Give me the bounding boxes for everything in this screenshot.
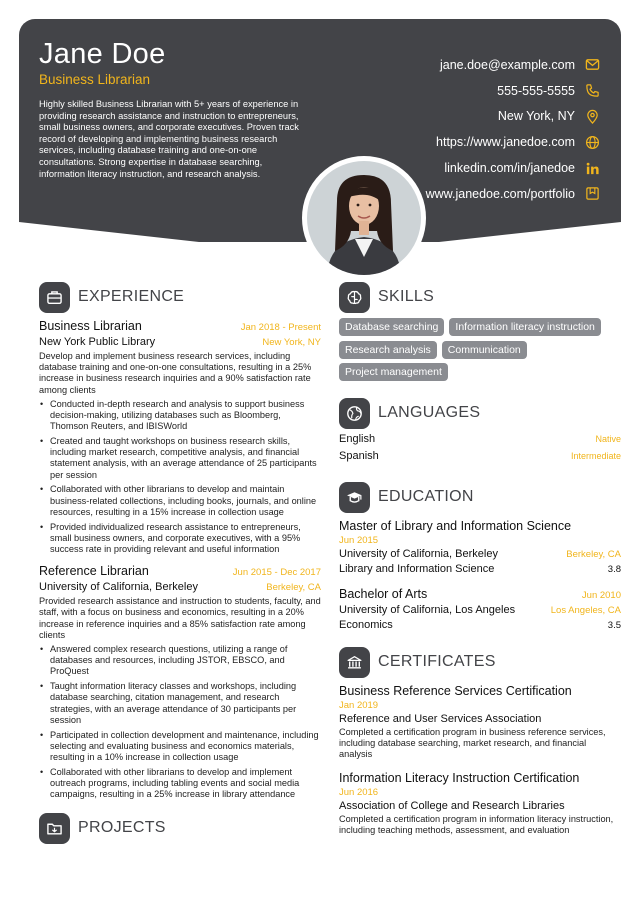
contact-portfolio-text[interactable]: www.janedoe.com/portfolio <box>425 186 575 201</box>
globe-icon <box>339 398 370 429</box>
certificate-entry <box>339 684 621 761</box>
brain-icon <box>339 282 370 313</box>
contact-email[interactable] <box>280 52 600 78</box>
profile-photo <box>302 156 426 280</box>
contact-website[interactable] <box>280 129 600 155</box>
cert-name: Information Literacy Instruction Certification <box>339 770 580 785</box>
edu-degree: Bachelor of Arts <box>339 587 428 601</box>
job-entry <box>39 319 321 555</box>
folder-icon <box>39 813 70 844</box>
cert-date: Jun 2016 <box>339 786 379 798</box>
portfolio-icon <box>585 186 600 201</box>
contact-location-text: New York, NY <box>497 109 575 124</box>
education-title: EDUCATION <box>378 488 474 505</box>
contact-email-text[interactable]: jane.doe@example.com <box>440 57 575 72</box>
cert-date: Jan 2019 <box>339 700 379 711</box>
left-column <box>39 281 321 850</box>
edu-location: Berkeley, CA <box>566 549 621 560</box>
contact-linkedin-text[interactable]: linkedin.com/in/janedoe <box>444 161 575 176</box>
language-name: English <box>339 433 376 445</box>
cert-org: Association of College and Research Libraries <box>339 799 565 812</box>
certificates-title: CERTIFICATES <box>378 653 496 670</box>
job-date: Jun 2015 - Dec 2017 <box>232 567 321 579</box>
edu-location: Los Angeles, CA <box>550 605 621 616</box>
language-level: Native <box>595 434 621 444</box>
list-item <box>339 433 621 450</box>
summary-text: Highly skilled Business Librarian with 5+ years of experience in providing research assistance and instruction to entrepreneurs, small business owners, and corporate executives. Proven track record of developing and implementing business research services, including database training and one-on-one consultations. Strong expertise in database searching, information literacy instruction, and research analysis. <box>39 99 299 179</box>
contact-phone[interactable] <box>280 78 600 104</box>
contact-phone-text[interactable]: 555-555-5555 <box>497 83 575 98</box>
languages-list <box>339 433 621 466</box>
location-pin-icon <box>585 109 600 124</box>
projects-heading <box>39 812 321 844</box>
list-item: • Participated in collection development and maintenance, including selecting and evaluating business and economics materials, resulting in a 10% increase in collection usage <box>39 730 321 764</box>
edu-date: Jun 2015 <box>339 535 379 546</box>
contact-website-text[interactable]: https://www.janedoe.com <box>436 135 575 150</box>
skill-tag: Database searching <box>339 318 444 336</box>
briefcase-icon <box>39 282 70 313</box>
linkedin-icon <box>585 161 600 176</box>
education-entry <box>339 519 621 575</box>
edu-major: Library and Information Science <box>339 563 495 575</box>
list-item <box>339 450 621 467</box>
cert-description: Completed a certification program in business reference services, including database searching, market research, and financial analysis <box>339 727 606 760</box>
skill-tag: Communication <box>442 341 527 359</box>
list-item: • Taught information literacy classes and workshops, including database searching, citation management, and research strategies, with an average attendance of 30 participants per session <box>39 681 321 726</box>
email-icon <box>585 57 600 72</box>
edu-date: Jun 2010 <box>581 590 621 601</box>
languages-heading <box>339 397 621 429</box>
right-column <box>339 281 621 836</box>
language-level: Intermediate <box>570 450 621 461</box>
certificate-entry <box>339 771 621 836</box>
phone-icon <box>585 83 600 98</box>
projects-title: PROJECTS <box>78 819 166 837</box>
institution-icon <box>339 647 370 678</box>
list-item: • Collaborated with other librarians to develop and maintain business-related collections, including books, journals, and online resources, resulting in a 15% increase in collection usage <box>39 484 321 518</box>
job-company: University of California, Berkeley <box>39 581 198 594</box>
education-heading <box>339 481 621 513</box>
language-name: Spanish <box>339 449 379 462</box>
candidate-name: Jane Doe <box>39 38 166 70</box>
job-location: New York, NY <box>262 337 321 348</box>
list-item: • Provided individualized research assistance to entrepreneurs, small business owners, and corporate executives, with a 95% success rate in providing relevant and useful information <box>39 522 321 556</box>
skill-tag: Information literacy instruction <box>449 318 600 336</box>
contact-location <box>280 104 600 130</box>
edu-degree: Master of Library and Information Science <box>339 519 572 533</box>
list-item: • Created and taught workshops on business research skills, including market research, competitive analysis, and financial statement analysis, with an average attendance of 25 participants per session <box>39 436 321 481</box>
job-bullets <box>39 399 321 555</box>
experience-title: EXPERIENCE <box>78 288 185 305</box>
education-entry <box>339 587 621 631</box>
skill-tag: Project management <box>339 363 448 381</box>
experience-heading <box>39 281 321 313</box>
profile-photo-image <box>307 161 421 275</box>
cert-description: Completed a certification program in information literacy instruction, including teaching methods, assessment, and evaluation <box>339 813 614 835</box>
edu-major: Economics <box>339 619 393 631</box>
list-item: • Conducted in-depth research and analysis to support business decision-making, utilizing databases such as Bloomberg, Thomson Reuters, and IBISWorld <box>39 399 321 433</box>
edu-school: University of California, Berkeley <box>339 548 498 560</box>
job-entry <box>39 564 321 800</box>
job-company: New York Public Library <box>39 336 156 348</box>
list-item: • Collaborated with other librarians to develop and implement outreach programs, including tabling events and social media campaigns, resulting in a 25% increase in library attendance <box>39 767 321 801</box>
job-title: Reference Librarian <box>39 564 149 579</box>
skill-tag: Research analysis <box>339 341 437 359</box>
edu-gpa: 3.8 <box>607 564 621 575</box>
languages-title: LANGUAGES <box>378 404 481 421</box>
skills-heading <box>339 281 621 313</box>
cert-org: Reference and User Services Association <box>339 713 542 725</box>
skills-title: SKILLS <box>378 288 435 305</box>
cert-name: Business Reference Services Certification <box>339 684 572 698</box>
skills-tags <box>339 318 621 381</box>
job-bullets <box>39 644 321 800</box>
edu-school: University of California, Los Angeles <box>339 604 516 616</box>
job-title: Business Librarian <box>39 319 142 333</box>
globe-icon <box>585 135 600 150</box>
job-location: Berkeley, CA <box>266 582 321 594</box>
job-description: Provided research assistance and instruction to students, faculty, and staff, with a focus on business and economics, resulting in a 20% increase in reference inquiries and a 85% satisfaction rate among clients <box>39 596 321 640</box>
candidate-title: Business Librarian <box>39 72 151 87</box>
edu-gpa: 3.5 <box>607 620 621 631</box>
certificates-heading <box>339 646 621 678</box>
list-item: • Answered complex research questions, utilizing a range of databases and resources, including JSTOR, EBSCO, and ProQuest <box>39 644 321 678</box>
job-date: Jan 2018 - Present <box>240 322 321 333</box>
graduation-cap-icon <box>339 482 370 513</box>
job-description: Develop and implement business research services, including database training and one-on-one consultations, resulting in a 25% increase in business research inquiries and a 90% satisfaction rate among clients <box>39 351 312 395</box>
